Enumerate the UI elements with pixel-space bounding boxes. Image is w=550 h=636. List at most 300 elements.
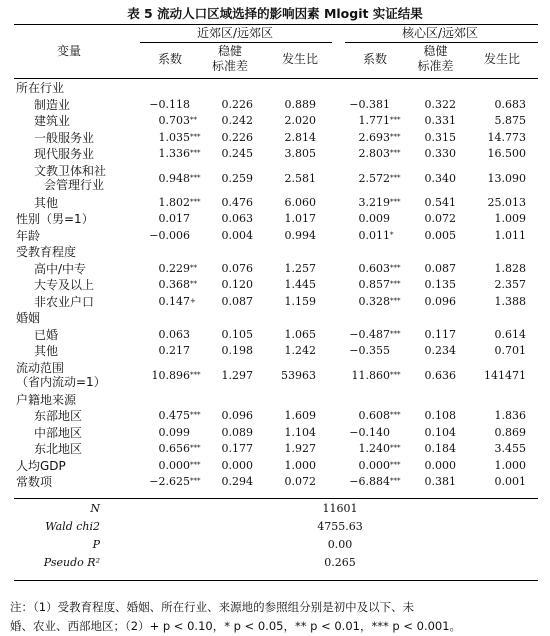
- table-cell: [140, 262, 202, 276]
- row-label: [34, 426, 82, 440]
- cell-value: −0.006: [149, 228, 190, 242]
- table-cell: [205, 278, 253, 292]
- table-cell: [268, 369, 316, 383]
- row-label-line: 会管理行业: [44, 177, 105, 192]
- table-cell: [140, 147, 202, 161]
- cell-value: 0.869: [494, 425, 526, 439]
- cell-value: 1.609: [284, 409, 316, 422]
- note-line-2: 婚、农业、西部地区；（2）+ p < 0.10，* p < 0.05，** p < 0.01，*** p < 0.001。: [10, 619, 462, 633]
- row-label: [34, 98, 70, 112]
- table-cell: [205, 475, 253, 489]
- table-cell: [340, 147, 402, 161]
- cell-value: 5.875: [494, 114, 526, 127]
- cell-value: 0.072: [284, 475, 316, 488]
- table-cell: [140, 426, 202, 440]
- row-label-line: 中部地区: [34, 425, 83, 440]
- header-or-1: 发生比: [281, 52, 318, 66]
- cell-value: 1.336: [158, 147, 190, 160]
- cell-value: 1.009: [494, 212, 526, 225]
- row-label: [34, 164, 106, 192]
- cell-value: 13.090: [487, 171, 526, 185]
- stat-value: 11601: [322, 502, 358, 515]
- row-label-line: 所在行业: [16, 81, 65, 95]
- cell-value: 2.693: [358, 130, 390, 144]
- table-cell: [472, 278, 526, 292]
- header-coef-1: 系数: [157, 52, 182, 66]
- cell-value: 0.857: [358, 278, 390, 291]
- table-cell: [268, 196, 316, 210]
- cell-value: 1.836: [494, 409, 526, 422]
- table-cell: [340, 212, 402, 226]
- table-cell: [408, 212, 456, 226]
- cell-value: 0.368: [158, 278, 190, 291]
- cell-value: 0.614: [494, 327, 526, 341]
- significance-stars: ***: [390, 370, 401, 379]
- significance-stars: **: [190, 116, 197, 124]
- table-cell: [340, 369, 402, 383]
- significance-stars: ***: [190, 370, 201, 379]
- row-label-line: 制造业: [34, 97, 71, 112]
- cell-value: 0.330: [424, 147, 456, 160]
- section-label: [16, 245, 76, 259]
- stat-label: P: [92, 538, 100, 551]
- significance-stars: ***: [390, 477, 401, 485]
- cell-value: 1.257: [284, 261, 316, 275]
- row-label: [34, 442, 82, 456]
- row-label-line: 其他: [34, 344, 59, 358]
- cell-value: 1.065: [284, 327, 316, 341]
- row-label: [16, 229, 40, 243]
- table-cell: [340, 328, 402, 342]
- cell-value: 1.000: [284, 458, 316, 472]
- cell-value: 0.089: [221, 425, 253, 439]
- significance-stars: ***: [390, 460, 401, 469]
- table-cell: [205, 262, 253, 276]
- bottom-rule: [14, 580, 538, 581]
- cell-value: 1.104: [284, 425, 316, 439]
- table-cell: [205, 196, 253, 210]
- row-label-line: 年龄: [16, 228, 41, 243]
- cell-value: 0.117: [424, 327, 456, 341]
- cell-value: 0.005: [424, 228, 456, 242]
- cell-value: 0.072: [424, 212, 456, 225]
- significance-stars: ***: [390, 263, 401, 272]
- significance-stars: ***: [390, 411, 401, 419]
- table-cell: [140, 442, 202, 456]
- table-cell: [472, 344, 526, 358]
- cell-value: 2.020: [284, 114, 316, 127]
- table-cell: [408, 98, 456, 112]
- table-cell: [140, 328, 202, 342]
- cell-value: 0.105: [221, 327, 253, 341]
- table-cell: [340, 344, 402, 358]
- table-cell: [268, 212, 316, 226]
- cell-value: 10.896: [151, 368, 190, 382]
- significance-stars: ***: [190, 197, 201, 206]
- significance-stars: ***: [390, 329, 401, 338]
- row-label-line: 已婚: [34, 327, 59, 342]
- cell-value: 0.381: [424, 475, 456, 488]
- cell-value: 1.445: [284, 278, 316, 291]
- table-cell: [205, 114, 253, 128]
- cell-value: 2.357: [494, 278, 526, 291]
- table-cell: [340, 196, 402, 210]
- cell-value: 25.013: [487, 195, 526, 209]
- table-cell: [472, 212, 526, 226]
- table-cell: [205, 442, 253, 456]
- row-label-line: 人均GDP: [16, 458, 66, 473]
- table-cell: [140, 114, 202, 128]
- cell-value: 0.001: [494, 475, 526, 488]
- stat-label: N: [90, 502, 100, 515]
- row-label-line: 户籍地来源: [16, 392, 77, 407]
- cell-value: 0.315: [424, 130, 456, 144]
- significance-stars: ***: [190, 460, 201, 469]
- table-cell: [408, 229, 456, 243]
- row-label-line: 受教育程度: [16, 245, 77, 259]
- table-cell: [268, 409, 316, 423]
- cell-value: −0.140: [349, 425, 390, 439]
- table-cell: [140, 295, 202, 309]
- table-cell: [340, 98, 402, 112]
- cell-value: 0.096: [424, 294, 456, 308]
- table-cell: [408, 442, 456, 456]
- table-cell: [408, 147, 456, 161]
- table-cell: [268, 98, 316, 112]
- cell-value: 0.541: [424, 195, 456, 209]
- cell-value: 0.135: [424, 278, 456, 291]
- header-se-2-line1: 稳健: [423, 44, 448, 58]
- cell-value: 0.063: [221, 212, 253, 225]
- table-cell: [340, 459, 402, 473]
- significance-stars: ***: [390, 132, 401, 141]
- row-label-line: 文教卫体和社: [34, 163, 107, 178]
- cell-value: 2.581: [284, 171, 316, 185]
- header-se-1: [205, 44, 255, 74]
- cell-value: 0.184: [424, 442, 456, 455]
- cell-value: 16.500: [487, 147, 526, 160]
- table-cell: [408, 278, 456, 292]
- significance-stars: ***: [190, 132, 201, 141]
- cell-value: 1.035: [158, 130, 190, 144]
- cell-value: 0.063: [158, 327, 190, 341]
- table-cell: [472, 409, 526, 423]
- table-cell: [205, 344, 253, 358]
- table-cell: [268, 344, 316, 358]
- row-label: [34, 278, 94, 292]
- table-cell: [140, 212, 202, 226]
- table-cell: [408, 295, 456, 309]
- row-label: [34, 344, 58, 358]
- row-label-line: 东北地区: [34, 442, 83, 456]
- significance-stars: ***: [390, 149, 401, 157]
- cell-value: 0.177: [221, 442, 253, 455]
- cell-value: 0.636: [424, 368, 456, 382]
- cell-value: 1.000: [494, 458, 526, 472]
- table-cell: [472, 114, 526, 128]
- row-label-line: 一般服务业: [34, 130, 95, 145]
- table-cell: [408, 459, 456, 473]
- table-cell: [340, 475, 402, 489]
- cell-value: 0.889: [284, 97, 316, 111]
- table-cell: [408, 131, 456, 145]
- header-se-2: [408, 44, 463, 74]
- table-cell: [472, 196, 526, 210]
- cell-value: 0.226: [221, 97, 253, 111]
- group1-rule: [140, 42, 332, 43]
- row-label: [34, 328, 58, 342]
- cell-value: 0.000: [158, 458, 190, 472]
- table-cell: [472, 98, 526, 112]
- cell-value: 0.328: [358, 294, 390, 308]
- significance-stars: *: [390, 230, 394, 239]
- significance-stars: ***: [190, 411, 201, 419]
- cell-value: 0.108: [424, 409, 456, 422]
- cell-value: 14.773: [487, 130, 526, 144]
- table-cell: [472, 131, 526, 145]
- row-label: [16, 475, 52, 489]
- header-se-2-line2: 标准差: [417, 59, 454, 73]
- table-cell: [205, 409, 253, 423]
- cell-value: 1.017: [284, 212, 316, 225]
- header-or-2: 发生比: [483, 52, 520, 66]
- table-cell: [140, 344, 202, 358]
- cell-value: 0.245: [221, 147, 253, 160]
- row-label-line: 性别（男=1）: [16, 212, 94, 226]
- table-cell: [205, 229, 253, 243]
- group2-rule: [345, 42, 538, 43]
- table-cell: [472, 262, 526, 276]
- significance-stars: ***: [190, 173, 201, 182]
- stat-label: Wald chi2: [45, 520, 100, 533]
- row-label-line: 常数项: [16, 475, 53, 489]
- table-cell: [205, 98, 253, 112]
- cell-value: 0.948: [158, 171, 190, 185]
- table-cell: [408, 196, 456, 210]
- row-label: [34, 409, 82, 423]
- row-label-line: 其他: [34, 195, 59, 210]
- header-coef-2: 系数: [362, 52, 387, 66]
- table-cell: [408, 426, 456, 440]
- cell-value: 0.076: [221, 261, 253, 275]
- row-label-line: 建筑业: [34, 114, 71, 128]
- table-cell: [340, 295, 402, 309]
- cell-value: 0.000: [424, 458, 456, 472]
- cell-value: 0.703: [158, 114, 190, 127]
- cell-value: 0.096: [221, 409, 253, 422]
- cell-value: −0.381: [349, 97, 390, 111]
- table-cell: [140, 409, 202, 423]
- table-cell: [140, 131, 202, 145]
- cell-value: 1.927: [284, 442, 316, 455]
- cell-value: 0.608: [358, 409, 390, 422]
- row-label: [34, 295, 94, 309]
- cell-value: 2.814: [284, 130, 316, 144]
- table-cell: [268, 278, 316, 292]
- table-cell: [340, 131, 402, 145]
- table-cell: [140, 98, 202, 112]
- table-cell: [140, 475, 202, 489]
- row-label: [16, 361, 106, 389]
- row-label-line: 流动范围: [16, 360, 65, 375]
- table-cell: [268, 229, 316, 243]
- cell-value: 0.475: [158, 409, 190, 422]
- cell-value: 1.388: [494, 294, 526, 308]
- table-cell: [408, 172, 456, 186]
- cell-value: 1.297: [221, 368, 253, 382]
- cell-value: 1.011: [494, 228, 526, 242]
- table-cell: [340, 442, 402, 456]
- cell-value: 0.234: [424, 344, 456, 357]
- cell-value: 0.000: [358, 458, 390, 472]
- table-cell: [408, 114, 456, 128]
- row-label: [16, 212, 94, 226]
- cell-value: 0.701: [494, 344, 526, 357]
- table-cell: [205, 212, 253, 226]
- table-cell: [140, 369, 202, 383]
- cell-value: 1.159: [284, 294, 316, 308]
- cell-value: 0.087: [221, 294, 253, 308]
- cell-value: 0.217: [158, 344, 190, 357]
- significance-stars: ***: [390, 296, 401, 305]
- table-cell: [472, 328, 526, 342]
- cell-value: 0.017: [158, 212, 190, 225]
- row-label-line: （省内流动=1）: [16, 374, 106, 389]
- table-cell: [472, 426, 526, 440]
- table-cell: [268, 131, 316, 145]
- cell-value: 0.603: [358, 261, 390, 275]
- table-cell: [205, 426, 253, 440]
- note-line-1: 注：（1）受教育程度、婚姻、所在行业、来源地的参照组分别是初中及以下、未: [10, 600, 415, 614]
- cell-value: 0.226: [221, 130, 253, 144]
- cell-value: 0.994: [284, 228, 316, 242]
- table-cell: [472, 475, 526, 489]
- cell-value: 0.340: [424, 171, 456, 185]
- table-cell: [472, 459, 526, 473]
- header-bottom-rule: [14, 78, 538, 79]
- significance-stars: ***: [390, 116, 401, 124]
- table-cell: [472, 229, 526, 243]
- cell-value: 1.828: [494, 261, 526, 275]
- table-title: 表 5 流动人口区域选择的影响因素 Mlogit 实证结果: [127, 6, 423, 21]
- row-label: [34, 262, 86, 276]
- cell-value: 0.000: [221, 458, 253, 472]
- table-cell: [472, 442, 526, 456]
- cell-value: 1.771: [358, 114, 390, 127]
- cell-value: 0.009: [358, 212, 390, 225]
- cell-value: 0.198: [221, 344, 253, 357]
- header-se-1-line2: 标准差: [211, 59, 248, 73]
- table-cell: [472, 172, 526, 186]
- table-cell: [140, 229, 202, 243]
- cell-value: 11.860: [351, 368, 390, 382]
- stat-value: 0.00: [327, 538, 353, 551]
- table-cell: [205, 295, 253, 309]
- row-label: [16, 459, 66, 473]
- cell-value: 0.147: [158, 294, 190, 308]
- table-cell: [268, 426, 316, 440]
- section-label: [16, 393, 76, 407]
- stat-label: Pseudo R²: [43, 556, 100, 569]
- top-rule: [14, 24, 538, 25]
- stat-value: 4755.63: [317, 520, 363, 533]
- stat-value: 0.265: [324, 556, 356, 569]
- cell-value: 2.572: [358, 171, 390, 185]
- significance-stars: ***: [390, 173, 401, 182]
- table-cell: [408, 475, 456, 489]
- table-cell: [205, 459, 253, 473]
- cell-value: 1.802: [158, 195, 190, 209]
- cell-value: 3.805: [284, 147, 316, 160]
- cell-value: 0.011: [358, 228, 390, 242]
- cell-value: 1.240: [358, 442, 390, 455]
- table-cell: [268, 475, 316, 489]
- significance-stars: +: [190, 296, 196, 305]
- significance-stars: **: [190, 263, 197, 272]
- row-label: [34, 196, 58, 210]
- cell-value: 3.455: [494, 442, 526, 455]
- significance-stars: ***: [390, 280, 401, 288]
- cell-value: 6.060: [284, 195, 316, 209]
- header-se-1-line1: 稳健: [217, 44, 242, 58]
- cell-value: 0.004: [221, 228, 253, 242]
- significance-stars: ***: [390, 444, 401, 452]
- cell-value: −6.884: [349, 475, 390, 488]
- cell-value: 0.242: [221, 114, 253, 127]
- table-cell: [472, 369, 526, 383]
- table-cell: [140, 459, 202, 473]
- cell-value: 0.331: [424, 114, 456, 127]
- row-label: [34, 114, 70, 128]
- table-cell: [268, 459, 316, 473]
- table-cell: [340, 229, 402, 243]
- significance-stars: ***: [190, 444, 201, 452]
- table-cell: [472, 147, 526, 161]
- table-note: [10, 598, 545, 636]
- table-cell: [408, 262, 456, 276]
- header-group-suburban: 近郊区/远郊区: [196, 26, 274, 40]
- row-label-line: 高中/中专: [34, 261, 87, 276]
- cell-value: −0.487: [349, 327, 390, 341]
- cell-value: 0.656: [158, 442, 190, 455]
- table-cell: [205, 328, 253, 342]
- header-group-core: 核心区/远郊区: [401, 26, 479, 40]
- row-label: [34, 147, 94, 161]
- significance-stars: ***: [190, 477, 201, 485]
- cell-value: 0.099: [158, 425, 190, 439]
- stats-rule: [14, 498, 538, 499]
- cell-value: 3.219: [358, 195, 390, 209]
- cell-value: 0.294: [221, 475, 253, 488]
- cell-value: 2.803: [358, 147, 390, 160]
- table-cell: [340, 262, 402, 276]
- table-cell: [268, 442, 316, 456]
- significance-stars: **: [190, 280, 197, 288]
- header-variable: 变量: [56, 44, 81, 58]
- significance-stars: ***: [190, 149, 201, 157]
- row-label-line: 婚姻: [16, 311, 41, 325]
- table-cell: [340, 409, 402, 423]
- table-cell: [408, 369, 456, 383]
- table-cell: [140, 196, 202, 210]
- cell-value: 141471: [484, 368, 526, 382]
- table-cell: [268, 295, 316, 309]
- table-cell: [472, 295, 526, 309]
- table-cell: [140, 172, 202, 186]
- row-label: [34, 131, 94, 145]
- table-cell: [268, 114, 316, 128]
- cell-value: −0.355: [349, 344, 390, 357]
